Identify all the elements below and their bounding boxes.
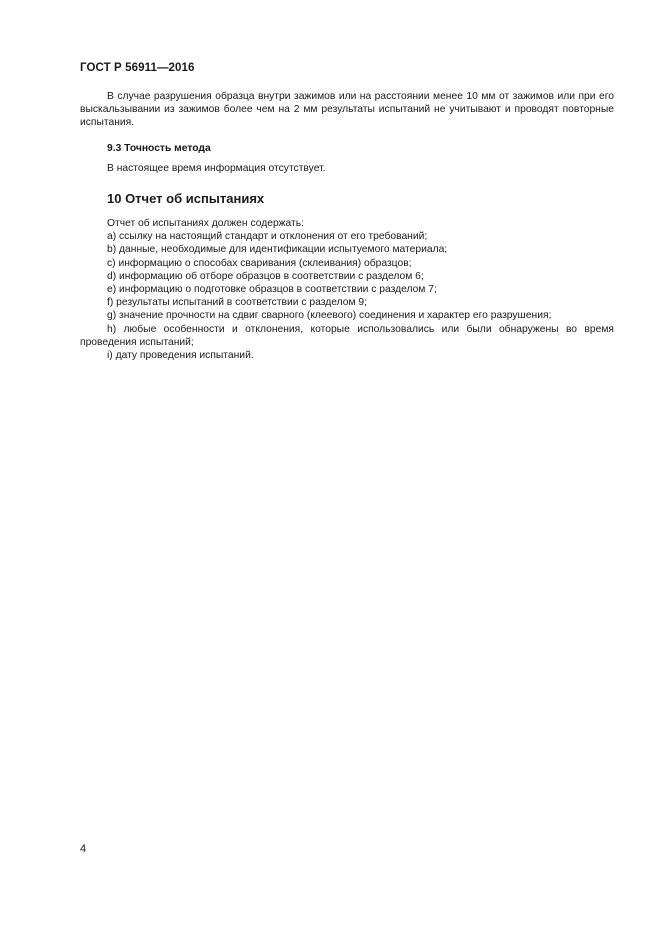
subsection-heading-method-precision: 9.3 Точность метода: [107, 142, 211, 154]
paragraph-precision-info: В настоящее время информация отсутствует.: [107, 162, 326, 174]
paragraph-specimen-failure: В случае разрушения образца внутри зажимов или на расстоянии менее 10 мм от зажимов или при его выскальзывании из зажимов более чем на 2 мм результаты испытаний не учитывают и проводят повторные испытания.: [80, 91, 614, 129]
section-heading-test-report: 10 Отчет об испытаниях: [107, 191, 265, 207]
document-code-header: ГОСТ Р 56911—2016: [80, 62, 195, 74]
document-body: [80, 90, 614, 362]
list-item: i) дату проведения испытаний.: [107, 350, 254, 362]
list-item: c) информацию о способах сваривания (склеивания) образцов;: [107, 257, 412, 269]
list-item: g) значение прочности на сдвиг сварного (клеевого) соединения и характер его разрушения;: [107, 310, 552, 322]
list-item: d) информацию об отборе образцов в соответствии с разделом 6;: [107, 270, 424, 282]
list-item: e) информацию о подготовке образцов в соответствии с разделом 7;: [107, 284, 437, 296]
report-intro-text: Отчет об испытаниях должен содержать:: [107, 218, 304, 230]
list-item: a) ссылку на настоящий стандарт и отклонения от его требований;: [107, 231, 428, 243]
list-item: b) данные, необходимые для идентификации испытуемого материала;: [107, 244, 448, 256]
list-item: h) любые особенности и отклонения, которые использовались или были обнаружены во время проведения испытаний;: [80, 323, 614, 348]
page-number: 4: [80, 843, 87, 855]
report-requirements-list: [80, 230, 614, 362]
list-item: f) результаты испытаний в соответствии с разделом 9;: [107, 297, 367, 309]
